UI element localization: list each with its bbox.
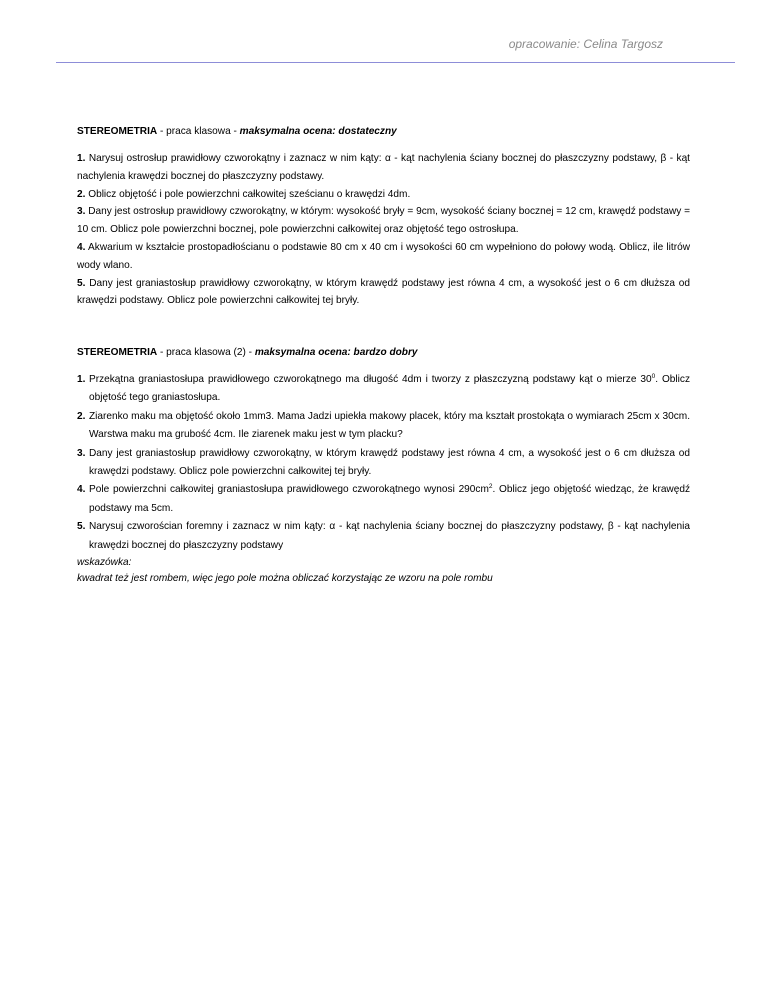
test-title [77,125,690,139]
task-text: Narysuj ostrosłup prawidłowy czworokątny i zaznacz w nim kąty: α - kąt nachylenia ściany bocznej do płaszczyzny podstawy, β - kąt nachylenia krawędzi bocznej do płaszczyzny podstawy. [77,153,690,182]
task-item [77,150,690,186]
task-number: 2. [77,188,86,200]
task-text [89,371,690,408]
task-number: 3. [77,447,86,459]
task-item [77,371,690,408]
square-superscript: 2 [488,483,493,491]
title-grade: maksymalna ocena: bardzo dobry [254,347,418,358]
task-item [77,445,690,482]
header-divider [56,62,735,63]
task-item [77,408,690,445]
task-text: Dany jest ostrosłup prawidłowy czworokątny, w którym: wysokość bryły = 9cm, wysokość ściany bocznej = 12 cm, krawędź podstawy = 10 cm. Oblicz pole powierzchni bocznej, pole powierzchni całkowitej oraz objętość tego ostrosłupa. [77,206,690,236]
task-item [77,481,690,518]
hint-text: kwadrat też jest rombem, więc jego pole można obliczać korzystając ze wzoru na pole rombu [77,573,493,585]
task-number: 2. [77,410,86,422]
task-number: 3. [77,206,86,218]
task-text: Ziarenko maku ma objętość około 1mm3. Mama Jadzi upiekła makowy placek, który ma kształt prostokąta o wymiarach 25cm x 30cm. Warstwa maku ma grubość 4cm. Ile ziarenek maku jest w tym placku? [89,410,690,441]
title-subject: STEREOMETRIA [77,347,158,358]
title-type: - praca klasowa - [157,126,240,137]
task-text: Dany jest graniastosłup prawidłowy czworokątny, w którym krawędź podstawy jest równa 4 cm, a wysokość jest o 6 cm dłuższa od krawędzi podstawy. Oblicz pole powierzchni całkowitej tej bryły. [89,447,690,478]
test-section-advanced [77,346,690,587]
task-text-part: . Oblicz objętość tego graniastosłupa. [89,374,691,404]
task-text-part: Przekątna graniastosłupa prawidłowego czworokątnego ma długość 4dm i tworzy z płaszczyzną podstawy kąt o mierze 30 [89,374,652,385]
task-text [89,481,690,518]
title-type: - praca klasowa (2) - [157,347,255,358]
task-number: 5. [77,521,86,533]
task-text-part: . Oblicz jego objętość wiedząc, że krawędź podstawy ma 5cm. [89,484,690,514]
task-text: Narysuj czworościan foremny i zaznacz w nim kąty: α - kąt nachylenia ściany bocznej do płaszczyzny podstawy, β - kąt nachylenia krawędzi bocznej do płaszczyzny podstawy [89,521,690,551]
task-item [77,275,690,311]
task-text: Dany jest graniastosłup prawidłowy czworokątny, w którym krawędź podstawy jest równa 4 cm, a wysokość jest o 6 cm dłuższa od krawędzi podstawy. Oblicz pole powierzchni całkowitej tej bryły. [77,277,690,307]
test-section-basic [77,125,690,310]
task-text: Oblicz objętość i pole powierzchni całkowitej sześcianu o krawędzi 4dm. [85,188,411,200]
task-item [77,186,690,204]
task-item [77,239,690,275]
task-text: Akwarium w kształcie prostopadłościanu o podstawie 80 cm x 40 cm i wysokości 60 cm wypełniono do połowy wodą. Oblicz, ile litrów wody wlano. [77,241,690,271]
task-item [77,203,690,239]
title-subject: STEREOMETRIA [77,126,158,137]
task-number: 5. [77,277,86,289]
degree-superscript: 0 [651,373,656,380]
test-title [77,346,690,360]
task-number: 4. [77,484,86,496]
task-number: 1. [77,374,86,385]
task-item [77,518,690,555]
task-number: 1. [77,153,86,164]
title-grade: maksymalna ocena: dostateczny [239,126,397,137]
task-text-part: Pole powierzchni całkowitej graniastosłupa prawidłowego czworokątnego wynosi 290cm [89,484,489,496]
task-number: 4. [77,241,86,253]
author-credit: opracowanie: Celina Targosz [508,37,663,51]
hint-label: wskazówka: [77,557,132,569]
